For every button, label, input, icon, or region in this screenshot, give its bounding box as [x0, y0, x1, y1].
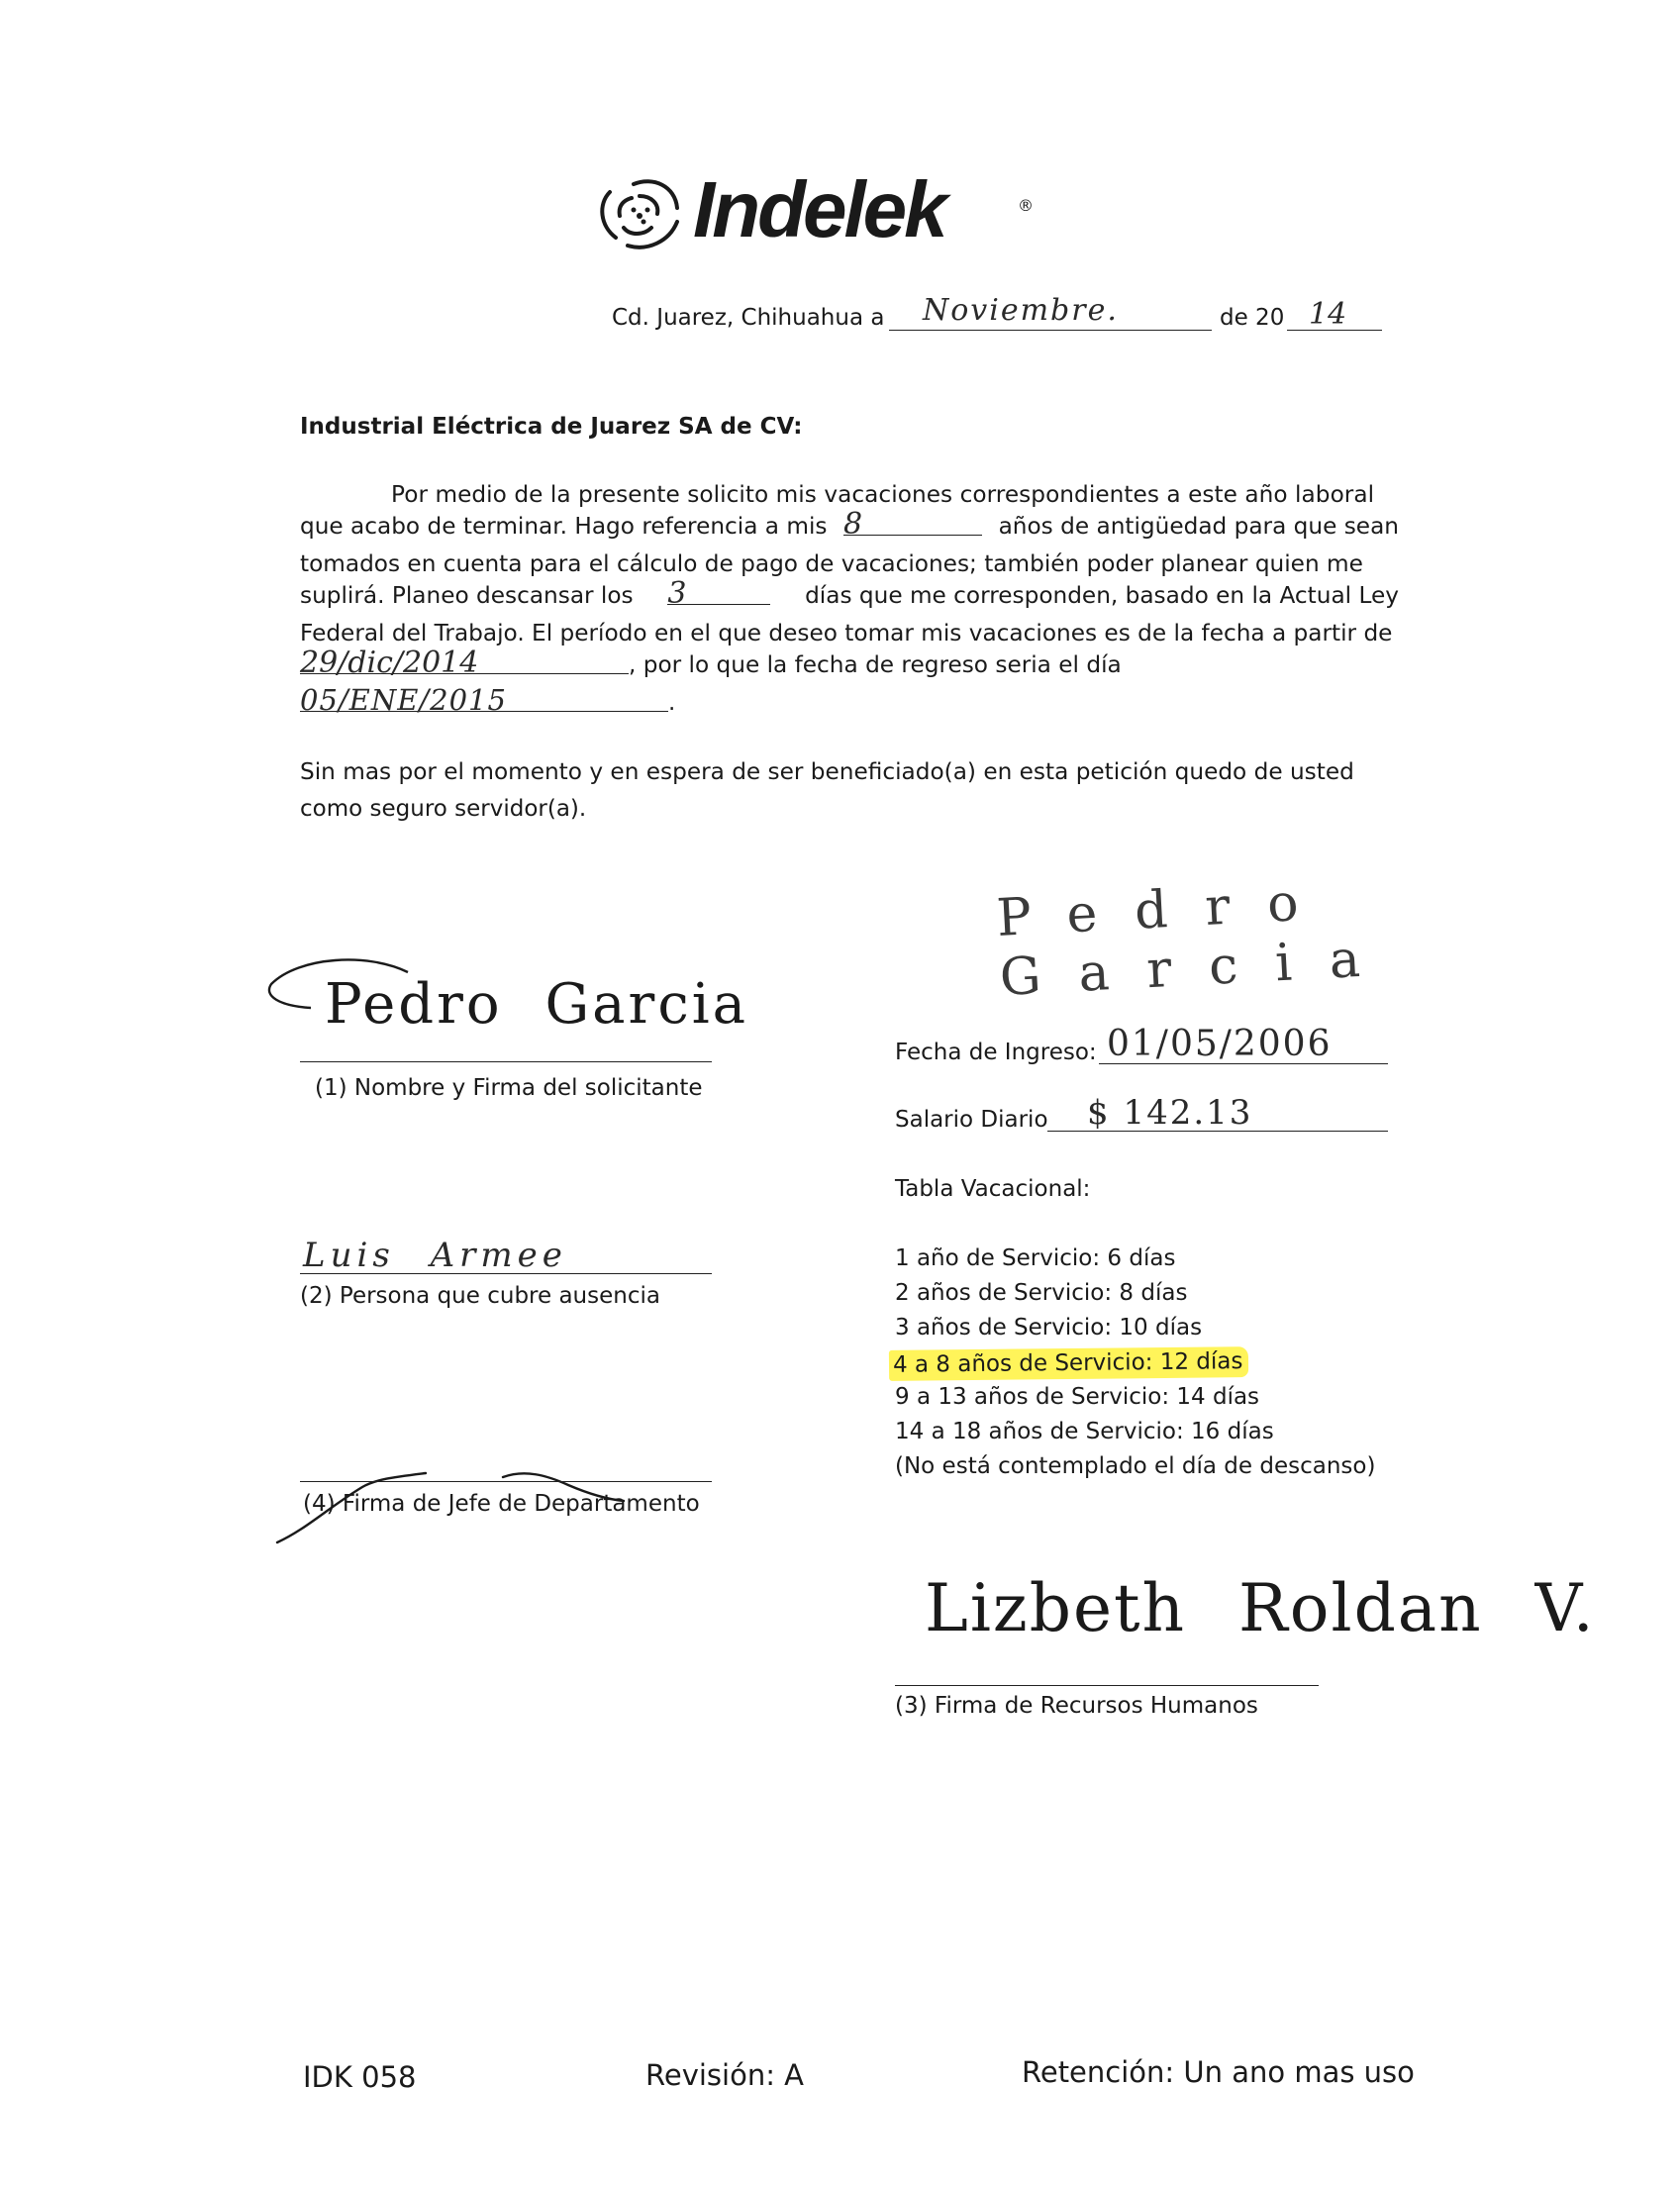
days-blank: 3	[667, 576, 770, 605]
body-line-3: tomados en cuenta para el cálculo de pago de vacaciones; también poder planear quien me	[300, 550, 1363, 577]
tabla-title: Tabla Vacacional:	[895, 1176, 1091, 1202]
tabla-row-1: 1 año de Servicio: 6 días	[895, 1245, 1176, 1271]
footer-retention: Retención: Un ano mas uso	[1022, 2055, 1415, 2089]
year-handwritten: 14	[1309, 297, 1347, 332]
tabla-row-5: 9 a 13 años de Servicio: 14 días	[895, 1384, 1260, 1410]
body-line-5: Federal del Trabajo. El período en el que deseo tomar mis vacaciones es de la fecha a partir de	[300, 620, 1393, 646]
dept-label: (4) Firma de Jefe de Departamento	[303, 1491, 700, 1517]
tabla-row-7: (No está contemplado el día de descanso)	[895, 1453, 1376, 1479]
body-line-6	[300, 646, 1399, 682]
tabla-row-4-highlighted: 4 a 8 años de Servicio: 12 días	[889, 1346, 1249, 1381]
tabla-row-2: 2 años de Servicio: 8 días	[895, 1280, 1188, 1306]
return-date-blank: 05/ENE/2015	[300, 683, 668, 712]
body-line-4	[300, 576, 1399, 613]
logo-swirl-icon	[594, 174, 683, 253]
tabla-row-3: 3 años de Servicio: 10 días	[895, 1315, 1203, 1341]
company-logo	[594, 166, 1049, 265]
hr-label: (3) Firma de Recursos Humanos	[895, 1693, 1258, 1719]
month-handwritten: Noviembre.	[923, 293, 1119, 328]
ingreso-handwritten: 01/05/2006	[1107, 1024, 1333, 1064]
substitute-signature: Luis Armee	[303, 1236, 567, 1275]
city-prefix: Cd. Juarez, Chihuahua a	[612, 305, 885, 331]
applicant-signature: Pedro Garcia	[325, 972, 748, 1037]
body-line-1: Por medio de la presente solicito mis vacaciones correspondientes a este año laboral	[391, 481, 1375, 508]
salario-label: Salario Diario	[895, 1107, 1048, 1133]
applicant-label: (1) Nombre y Firma del solicitante	[315, 1075, 703, 1101]
hr-line	[895, 1685, 1319, 1686]
upper-right-signature: Pedro Garcia	[995, 871, 1400, 1008]
addressee: Industrial Eléctrica de Juarez SA de CV:	[300, 414, 803, 440]
body-line-2b: años de antigüedad para que sean	[998, 513, 1399, 540]
body-line-6b: , por lo que la fecha de regreso seria el día	[629, 651, 1122, 678]
logo-wordmark: Indelek	[693, 165, 945, 253]
body-line-2	[300, 507, 1399, 544]
body-line-4b: días que me corresponden, basado en la Actual Ley	[805, 582, 1399, 609]
body-line-7	[300, 683, 675, 723]
footer-code: IDK 058	[303, 2060, 417, 2094]
substitute-line	[300, 1273, 712, 1274]
start-date-blank: 29/dic/2014	[300, 646, 629, 674]
years-blank: 8	[843, 507, 982, 536]
footer-revision: Revisión: A	[645, 2058, 805, 2092]
body-line-7-end: .	[668, 690, 676, 716]
substitute-label: (2) Persona que cubre ausencia	[300, 1283, 660, 1309]
dept-signature	[267, 1426, 643, 1554]
salario-handwritten: $ 142.13	[1087, 1093, 1253, 1133]
year-prefix: de 20	[1220, 305, 1285, 331]
closing-line-2: como seguro servidor(a).	[300, 796, 587, 822]
body-line-2a: que acabo de terminar. Hago referencia a mis	[300, 513, 828, 540]
body-line-4a: suplirá. Planeo descansar los	[300, 582, 634, 609]
registered-mark: ®	[1018, 196, 1034, 215]
dept-line	[300, 1481, 712, 1482]
month-line	[889, 330, 1212, 331]
hr-signature: Lizbeth Roldan V.	[925, 1570, 1596, 1646]
tabla-row-6: 14 a 18 años de Servicio: 16 días	[895, 1419, 1274, 1444]
closing-line-1: Sin mas por el momento y en espera de ser beneficiado(a) en esta petición quedo de usted	[300, 758, 1354, 785]
ingreso-label: Fecha de Ingreso:	[895, 1040, 1097, 1065]
applicant-line	[300, 1061, 712, 1062]
